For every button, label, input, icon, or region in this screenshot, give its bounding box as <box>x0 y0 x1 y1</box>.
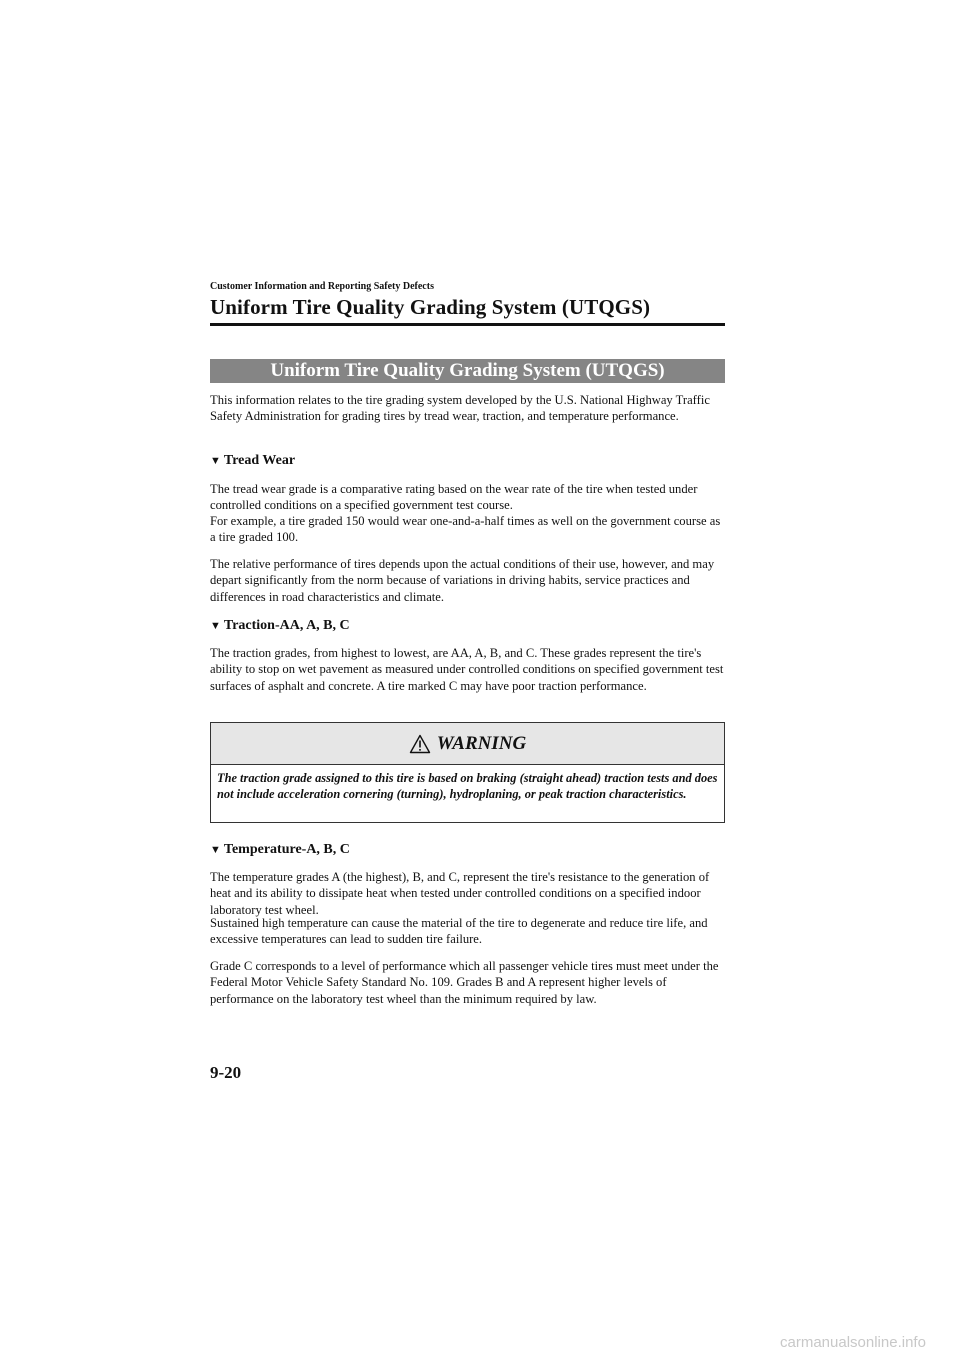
temperature-paragraph-1: The temperature grades A (the highest), B, and C, represent the tire's resistance to the generation of heat and its ability to dissipate heat when tested under controlled conditions on a specified indoor laboratory test wheel. <box>210 870 710 917</box>
section-banner: Uniform Tire Quality Grading System (UTQGS) <box>210 359 725 383</box>
warning-header <box>211 723 724 765</box>
triangle-marker-icon: ▼ <box>210 843 221 856</box>
subheading-label: Temperature-A, B, C <box>223 842 350 857</box>
traction-paragraph: The traction grades, from highest to lowest, are AA, A, B, and C. These grades represent the tire's ability to stop on wet pavement as measured under controlled conditions on specified government test surfaces of asphalt and concrete. A tire marked C may have poor traction performance. <box>210 646 724 693</box>
temperature-paragraph-2: Sustained high temperature can cause the material of the tire to degenerate and reduce tire life, and excessive temperatures can lead to sudden tire failure. <box>210 916 708 947</box>
warning-box <box>210 722 725 823</box>
title-rule <box>210 323 725 326</box>
tread-wear-paragraph-3: The relative performance of tires depends upon the actual conditions of their use, however, and may depart significantly from the norm because of variations in driving habits, service practices and differences in road characteristics and climate. <box>210 557 715 604</box>
intro-paragraph: This information relates to the tire grading system developed by the U.S. National Highway Traffic Safety Administration for grading tires by tread wear, traction, and temperature performance. <box>210 393 710 424</box>
triangle-marker-icon: ▼ <box>210 619 221 632</box>
page-title: Uniform Tire Quality Grading System (UTQGS) <box>210 295 651 319</box>
tread-wear-paragraph-1: The tread wear grade is a comparative rating based on the wear rate of the tire when tested under controlled conditions on a specified government test course. <box>210 482 698 513</box>
warning-triangle-icon <box>409 734 431 754</box>
temperature-paragraph-3: Grade C corresponds to a level of performance which all passenger vehicle tires must meet under the Federal Motor Vehicle Safety Standard No. 109. Grades B and A represent higher levels of performance on the laboratory test wheel than the minimum required by law. <box>210 959 719 1006</box>
subheading-label: Tread Wear <box>223 453 296 468</box>
warning-label: WARNING <box>436 732 527 754</box>
subheading-tread-wear <box>210 453 295 469</box>
subheading-traction <box>210 618 350 634</box>
tread-wear-paragraph-2: For example, a tire graded 150 would wear one-and-a-half times as well on the government course as a tire graded 100. <box>210 514 721 545</box>
running-head: Customer Information and Reporting Safety Defects <box>210 281 434 292</box>
subheading-label: Traction-AA, A, B, C <box>223 618 350 633</box>
triangle-marker-icon: ▼ <box>210 454 221 467</box>
subheading-temperature <box>210 842 350 858</box>
watermark: carmanualsonline.info <box>780 1334 926 1351</box>
page-number: 9-20 <box>210 1063 242 1082</box>
warning-text: The traction grade assigned to this tire is based on braking (straight ahead) traction tests and does not include acceleration cornering (turning), hydroplaning, or peak traction characteristics. <box>217 771 718 802</box>
